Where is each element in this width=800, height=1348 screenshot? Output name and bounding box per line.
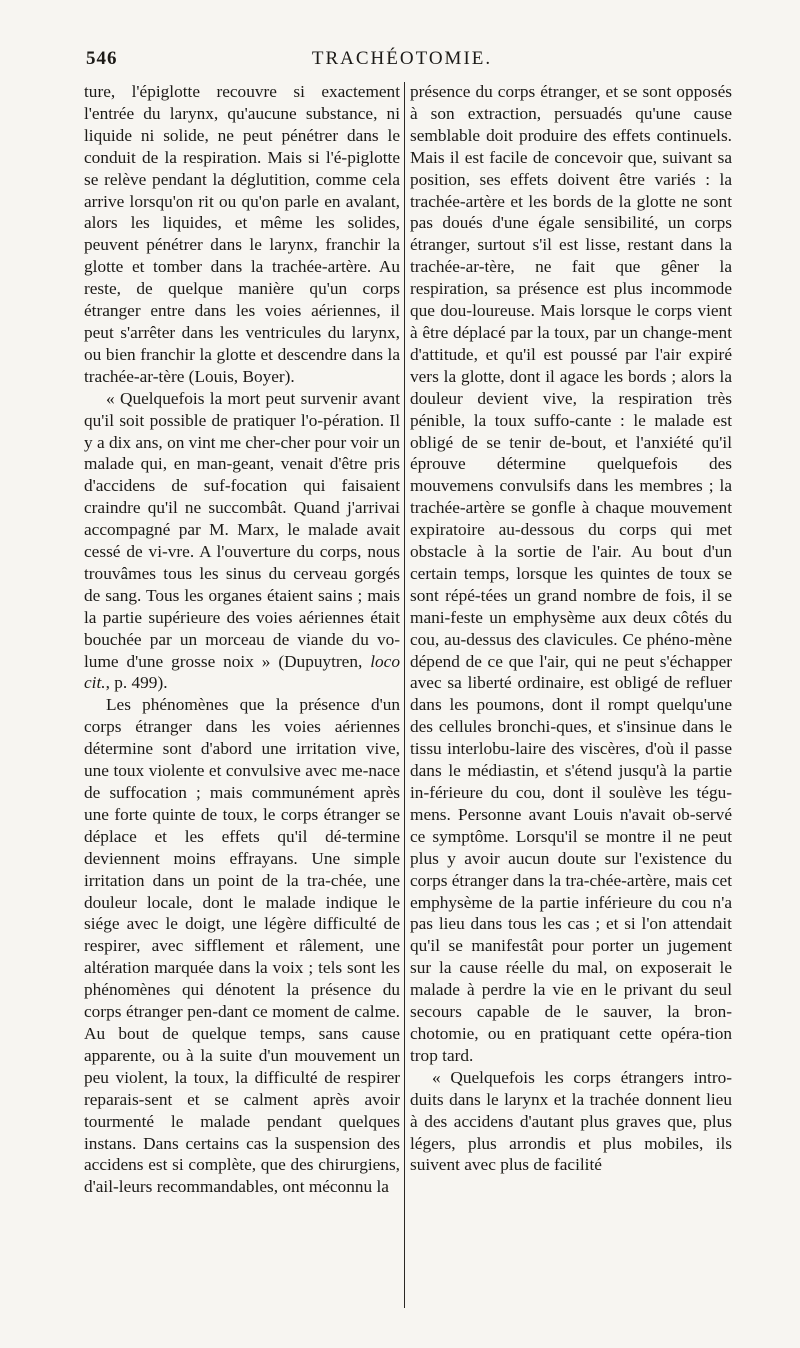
quote-text: « Quelquefois la mort peut survenir avant qu'il soit possible de pratiquer l'o-pération. Il y a dix ans, on vint me cher-cher pour voir un malade qui, en man-geant, venait d'être pris d'accidens de suf-focation qui faisaient craindre qu'il ne succombât. Quand j'arrivai accompagné par M. Marx, le malade avait cessé de vi-vre. A l'ouverture du corps, nous trouvâmes tous les sinus du cerveau gorgés de sang. Tous les organes étaient sains ; mais la partie supérieure des voies aériennes était bouchée par un morceau de viande du vo-lume d'une grosse noix » (Dupuytren, [84,388,400,671]
citation-page: , p. 499). [105,673,168,693]
paragraph: présence du corps étranger, et se sont opposés à son extraction, persuadés qu'une cause semblable doit produire des effets continuels. Mais il est facile de concevoir que, suivant sa position, ses effets doivent être variés : la trachée-artère et les bords de la glotte ne sont pas doués d'une égale sensibilité, un corps étranger, surtout s'il est lisse, restant dans la trachée-ar-tère, ne fait que gêner la respiration, sa présence est plus incommode que dou-loureuse. Mais lorsque le corps vient à être déplacé par la toux, par un change-ment d'attitude, et qu'il est poussé par l'air expiré vers la glotte, dont il agace les bords ; alors la douleur devient vive, la respiration très pénible, la toux suffo-cante : le malade est obligé de se tenir de-bout, et l'anxiété qu'il éprouve détermine quelquefois des mouvemens convulsifs dans les membres ; la trachée-artère se gonfle à chaque mouvement expiratoire au-dessous du corps qui met obstacle à la sortie de l'air. Au bout d'un certain temps, lorsque les quintes de toux se sont répé-tées un grand nombre de fois, il se mani-feste un emphysème aux deux côtés du cou, au-dessus des clavicules. Ce phéno-mène dépend de ce que l'air, qui ne peut s'échapper avec sa liberté ordinaire, est obligé de refluer dans les poumons, dont il rompt quelqu'une des cellules bronchi-ques, et s'insinue dans le tissu interlobu-laire des viscères, d'où il passe dans le médiastin, et s'étend jusqu'à la partie in-férieure du cou, dont il soulève les tégu-mens. Personne avant Louis n'avait ob-servé ce symptôme. Lorsqu'il se montre il ne peut plus y avoir aucun doute sur l'existence du corps étranger dans la tra-chée-artère, mais cet emphysème de la partie inférieure du cou n'a pas lieu dans tous les cas ; et si l'on attendait qu'il se manifestât pour porter un jugement sur la cause réelle du mal, on exposerait le malade à perdre la vie en le privant du seul secours capable de le sauver, la bron-chotomie, ou en pratiquant cette opéra-tion trop tard. [410,82,732,1065]
citation: loco cit. [84,651,400,693]
paragraph-quote: « Quelquefois les corps étrangers intro-duits dans le larynx et la trachée donnent lieu à des accidens d'autant plus graves que, plus légers, plus arrondis et plus mobiles, ils suivent avec plus de facilité [410,1067,732,1175]
page-number: 546 [86,48,118,69]
running-title: TRACHÉOTOMIE. [311,48,493,69]
left-column [84,81,400,1198]
paragraph-quote [84,388,400,695]
paragraph: Les phénomènes que la présence d'un corps étranger dans les voies aériennes détermine sont d'abord une irritation vive, une toux violente et convulsive avec me-nace de suffocation ; mais communément après une forte quinte de toux, le corps étranger se déplace et les effets qu'il dé-termine deviennent moins effrayans. Une simple irritation dans un point de la tra-chée, une douleur locale, dont le malade indique le siége avec le doigt, une légère difficulté de respirer, avec sifflement et râlement, une altération marquée dans la voix ; tels sont les phénomènes qui dénotent la présence du corps étranger pen-dant ce moment de calme. Au bout de quelque temps, sans cause apparente, ou à la suite d'un mouvement un peu violent, la toux, la difficulté de respirer reparais-sent et se calment après avoir tourmenté le malade pendant quelques instans. Dans certains cas la suspension des accidens est si complète, que des chirurgiens, d'ail-leurs recommandables, ont méconnu la [84,695,400,1197]
paragraph: ture, l'épiglotte recouvre si exactement l'entrée du larynx, qu'aucune substance, ni liquide ni solide, ne peut pénétrer dans le conduit de la respiration. Mais si l'é-piglotte se relève pendant la déglutition, comme cela arrive lorsqu'on rit ou qu'on parle en avalant, alors les liquides, et même les solides, peuvent pénétrer dans le larynx, franchir la glotte et tomber dans la trachée-artère. Au reste, de quelque manière qu'un corps étranger entre dans les voies aériennes, il peut s'arrêter dans les ventricules du larynx, ou bien franchir la glotte et descendre dans la trachée-ar-tère (Louis, Boyer). [84,82,400,386]
column-divider [404,82,405,1308]
running-header [52,46,752,76]
right-column [410,81,732,1176]
